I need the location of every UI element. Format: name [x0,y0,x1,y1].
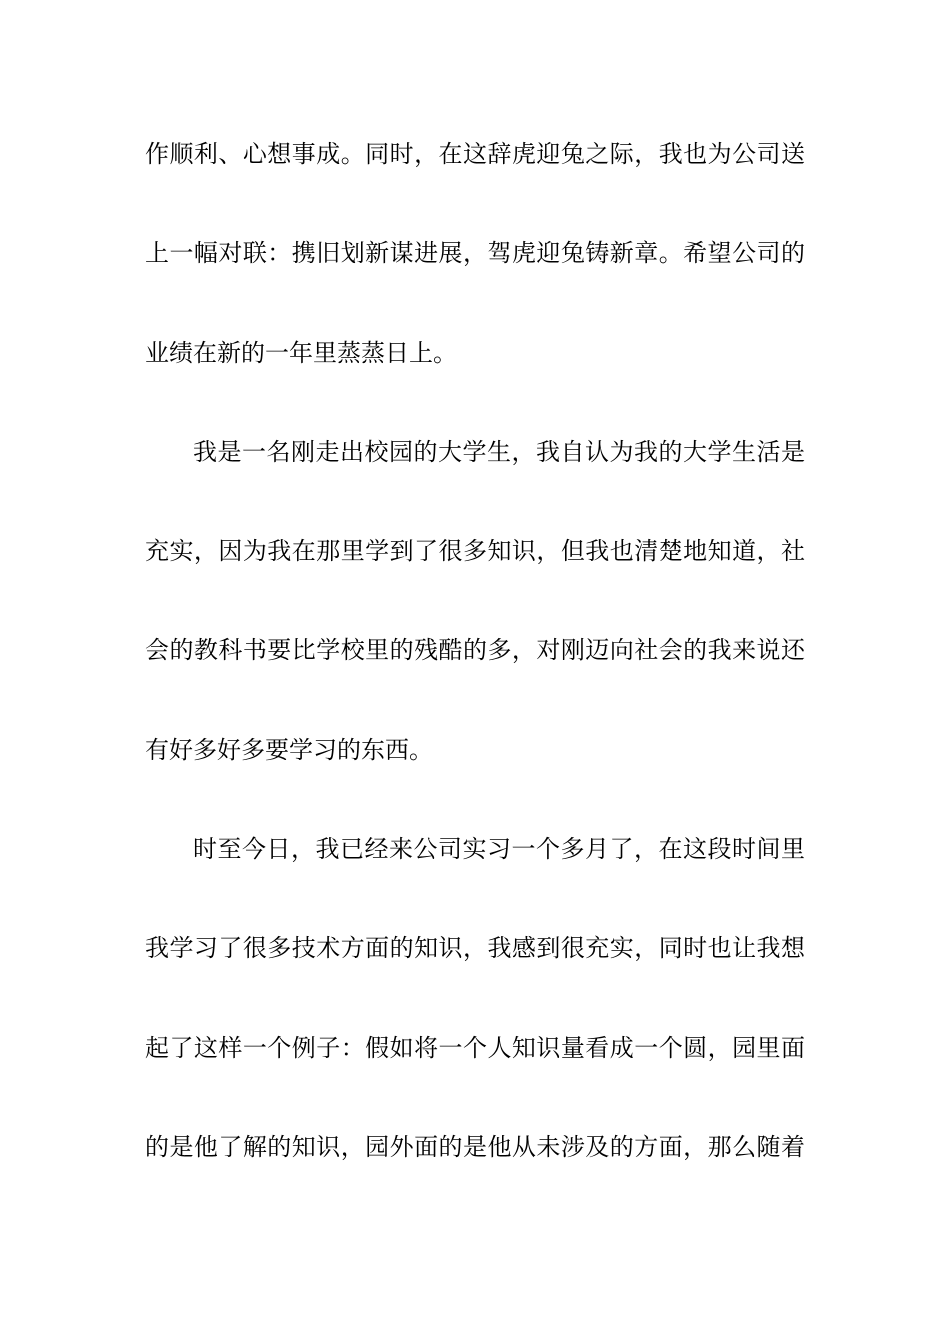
paragraph-line: 有好多好多要学习的东西。 [145,736,433,764]
paragraph-line: 我学习了很多技术方面的知识，我感到很充实，同时也让我想 [145,934,805,962]
paragraph-line: 业绩在新的一年里蒸蒸日上。 [145,339,457,367]
paragraph-first-line: 时至今日，我已经来公司实习一个多月了，在这段时间里 [193,835,805,863]
paragraph-line: 会的教科书要比学校里的残酷的多，对刚迈向社会的我来说还 [145,636,805,664]
paragraph-line: 上一幅对联：携旧划新谋进展，驾虎迎兔铸新章。希望公司的 [145,239,805,267]
paragraph-line: 起了这样一个例子：假如将一个人知识量看成一个圆，园里面 [145,1034,805,1062]
paragraph-line: 的是他了解的知识，园外面的是他从未涉及的方面，那么随着 [145,1133,805,1161]
paragraph-first-line: 我是一名刚走出校园的大学生，我自认为我的大学生活是 [193,438,805,466]
paragraph-line: 充实，因为我在那里学到了很多知识，但我也清楚地知道，社 [145,537,805,565]
paragraph-line: 作顺利、心想事成。同时，在这辞虎迎兔之际，我也为公司送 [145,140,805,168]
